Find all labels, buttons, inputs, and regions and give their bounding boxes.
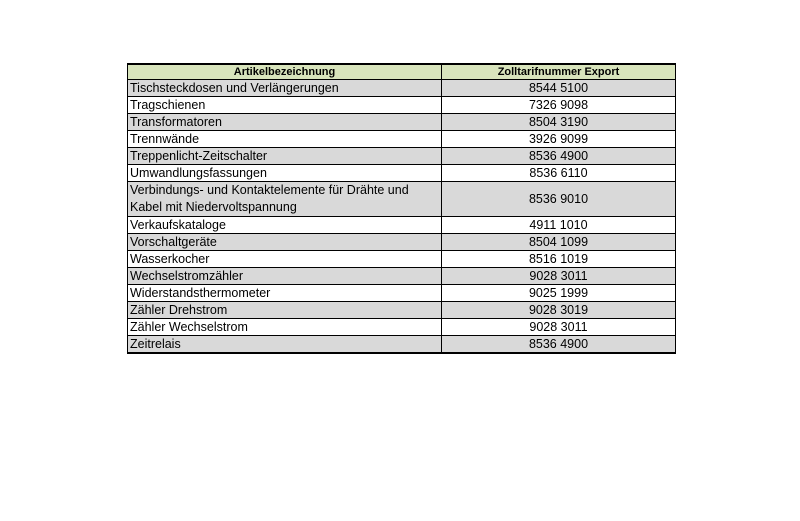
column-header-tariff-number[interactable]: Zolltarifnummer Export bbox=[442, 64, 676, 80]
tariff-number-cell[interactable]: 9028 3011 bbox=[442, 268, 676, 285]
tariff-number-cell[interactable]: 8536 6110 bbox=[442, 165, 676, 182]
table-row bbox=[128, 268, 676, 285]
tariff-number-cell[interactable]: 3926 9099 bbox=[442, 131, 676, 148]
article-name-cell[interactable]: Transformatoren bbox=[128, 114, 442, 131]
article-name-cell[interactable]: Umwandlungsfassungen bbox=[128, 165, 442, 182]
tariff-table bbox=[127, 63, 676, 354]
article-name-cell[interactable]: Wechselstromzähler bbox=[128, 268, 442, 285]
article-name-cell[interactable]: Zähler Wechselstrom bbox=[128, 319, 442, 336]
tariff-number-cell[interactable]: 8536 4900 bbox=[442, 336, 676, 354]
tariff-number-cell[interactable]: 8516 1019 bbox=[442, 251, 676, 268]
tariff-number-cell[interactable]: 8544 5100 bbox=[442, 80, 676, 97]
tariff-number-cell[interactable]: 9025 1999 bbox=[442, 285, 676, 302]
article-name-cell[interactable]: Zeitrelais bbox=[128, 336, 442, 354]
article-name-cell[interactable]: Wasserkocher bbox=[128, 251, 442, 268]
article-name-cell[interactable]: Verkaufskataloge bbox=[128, 217, 442, 234]
tariff-number-cell[interactable]: 9028 3011 bbox=[442, 319, 676, 336]
tariff-number-cell[interactable]: 8536 4900 bbox=[442, 148, 676, 165]
table-row bbox=[128, 302, 676, 319]
article-name-cell[interactable]: Tragschienen bbox=[128, 97, 442, 114]
table-row bbox=[128, 285, 676, 302]
column-header-article[interactable]: Artikelbezeichnung bbox=[128, 64, 442, 80]
tariff-number-cell[interactable]: 4911 1010 bbox=[442, 217, 676, 234]
table-row bbox=[128, 182, 676, 217]
article-name-cell[interactable]: Treppenlicht-Zeitschalter bbox=[128, 148, 442, 165]
table-header-row bbox=[128, 64, 676, 80]
table-row bbox=[128, 80, 676, 97]
article-name-cell[interactable]: Verbindungs- und Kontaktelemente für Drähte und Kabel mit Niedervoltspannung bbox=[128, 182, 442, 217]
table-row bbox=[128, 97, 676, 114]
article-name-cell[interactable]: Tischsteckdosen und Verlängerungen bbox=[128, 80, 442, 97]
article-name-cell[interactable]: Vorschaltgeräte bbox=[128, 234, 442, 251]
table-row bbox=[128, 251, 676, 268]
table-row bbox=[128, 114, 676, 131]
table-body bbox=[128, 80, 676, 354]
table-row bbox=[128, 217, 676, 234]
article-name-cell[interactable]: Widerstandsthermometer bbox=[128, 285, 442, 302]
table-row bbox=[128, 336, 676, 354]
table-row bbox=[128, 319, 676, 336]
table-row bbox=[128, 234, 676, 251]
table-row bbox=[128, 165, 676, 182]
tariff-number-cell[interactable]: 8536 9010 bbox=[442, 182, 676, 217]
tariff-number-cell[interactable]: 8504 1099 bbox=[442, 234, 676, 251]
tariff-number-cell[interactable]: 9028 3019 bbox=[442, 302, 676, 319]
table-row bbox=[128, 148, 676, 165]
article-name-cell[interactable]: Trennwände bbox=[128, 131, 442, 148]
table-row bbox=[128, 131, 676, 148]
tariff-number-cell[interactable]: 7326 9098 bbox=[442, 97, 676, 114]
tariff-number-cell[interactable]: 8504 3190 bbox=[442, 114, 676, 131]
article-name-cell[interactable]: Zähler Drehstrom bbox=[128, 302, 442, 319]
spreadsheet-table-area bbox=[127, 63, 675, 354]
